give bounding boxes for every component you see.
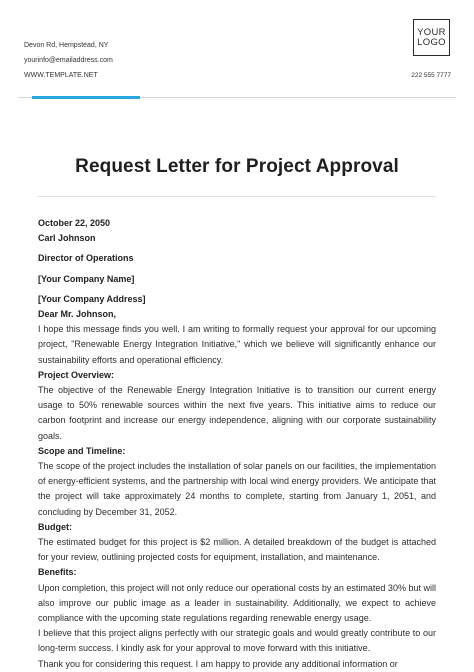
benefits-paragraph: Upon completion, this project will not only reduce our operational costs by an estimated 30% but will also improve our public image as a leader in sustainability. Additionally, we expect to achieve compliance with the upcoming state regulations regarding renewable energy usage. [38,582,436,624]
closing-paragraph: I believe that this project aligns perfectly with our strategic goals and would greatly contribute to our long-term success. I kindly ask for your approval to move forward with this initiative. [38,628,436,654]
overview-paragraph: The objective of the Renewable Energy Integration Initiative is to transition our current energy usage to 50% renewable sources within the next five years. This initiative aims to reduce our carbon footprint and increase our energy independence, aligning with our corporate sustainability goals. [38,385,436,441]
email-text: yourinfo@emailaddress.com [24,57,113,64]
contact-block [24,38,113,83]
scope-heading: Scope and Timeline: [38,445,126,456]
overview-heading: Project Overview: [38,369,115,380]
budget-paragraph: The estimated budget for this project is $2 million. A detailed breakdown of the budget is attached for your review, outlining projected costs for equipment, installation, and maintenance. [38,537,436,563]
salutation: Dear Mr. Johnson, [38,309,117,320]
logo-line-2: LOGO [417,36,446,48]
logo-placeholder [413,19,450,56]
recipient-title: Director of Operations [38,253,134,264]
recipient-name: Carl Johnson [38,233,96,244]
title-divider [38,196,436,197]
website-text: WWW.TEMPLATE.NET [24,72,98,79]
address-text: Devon Rd, Hempstead, NY [24,42,109,49]
intro-paragraph: I hope this message finds you well. I am writing to formally request your approval for our upcoming project, "Renewable Energy Integration Initiative," which we believe will significantly enhance our sustainability efforts and operational efficiency. [38,324,436,365]
scope-paragraph: The scope of the project includes the installation of solar panels on our facilities, the implementation of energy-efficient systems, and the partnership with local wind energy providers. We anticipate that the project will take approximately 24 months to complete, starting from January 1, 2051, and concluding by December 31, 2052. [38,461,436,517]
budget-heading: Budget: [38,521,72,532]
letter-date: October 22, 2050 [38,218,111,228]
page-title: Request Letter for Project Approval [75,156,399,177]
letter-body [38,216,436,672]
logo-line-1: YOUR [417,26,446,38]
header-accent-bar [32,96,140,99]
company-name: [Your Company Name] [38,273,135,284]
phone-text: 222 555 7777 [411,72,451,79]
company-address: [Your Company Address] [38,293,146,304]
thanks-paragraph: Thank you for considering this request. I am happy to provide any additional information or [38,658,398,669]
benefits-heading: Benefits: [38,567,77,578]
